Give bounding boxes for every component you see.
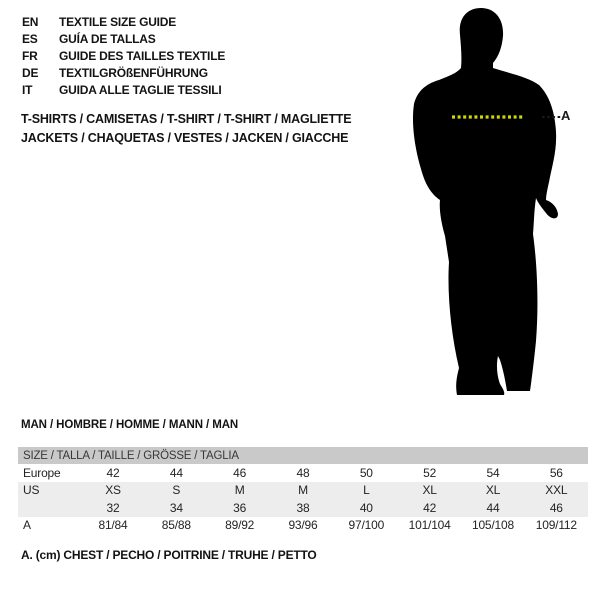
cell: 32: [81, 499, 144, 517]
language-row-it: [22, 82, 225, 99]
cell: M: [271, 482, 334, 500]
cell: 81/84: [98, 518, 128, 533]
language-label: TEXTILGRÖßENFÜHRUNG: [59, 66, 208, 80]
silhouette-shape: [413, 8, 558, 395]
cell: 54: [486, 465, 500, 480]
cell: M: [208, 482, 271, 500]
language-row-de: [22, 65, 225, 82]
cell: 42: [106, 465, 120, 480]
cell: 52: [423, 465, 437, 480]
category-jackets: JACKETS / CHAQUETAS / VESTES / JACKEN / GIACCHE: [21, 130, 349, 145]
man-silhouette-icon: [400, 5, 575, 400]
cell: 48: [296, 465, 310, 480]
language-label: GUÍA DE TALLAS: [59, 32, 156, 46]
cell: 56: [549, 465, 563, 480]
cell: 105/108: [471, 518, 514, 533]
language-code: EN: [22, 15, 39, 29]
garment-categories: [21, 110, 351, 147]
language-code: IT: [22, 83, 33, 97]
cell: 101/104: [408, 518, 451, 533]
cell: 93/96: [288, 518, 318, 533]
row-label: [18, 499, 81, 517]
language-label: GUIDA ALLE TAGLIE TESSILI: [59, 83, 222, 97]
language-label: TEXTILE SIZE GUIDE: [59, 15, 177, 29]
row-label: A: [23, 518, 31, 533]
cell: 97/100: [348, 518, 385, 533]
table-row-us: [18, 482, 588, 500]
cell: XS: [81, 482, 144, 500]
table-row-a-chest: [18, 517, 588, 535]
cell: S: [145, 482, 208, 500]
cell: 85/88: [161, 518, 191, 533]
cell: XL: [398, 482, 461, 500]
language-label: GUIDE DES TAILLES TEXTILE: [59, 49, 226, 63]
language-code: ES: [22, 32, 38, 46]
cell: 109/112: [535, 518, 577, 533]
measurement-a-label: A: [561, 108, 571, 123]
size-table-header-row: [18, 447, 588, 464]
section-title-man: MAN / HOMBRE / HOMME / MANN / MAN: [21, 419, 239, 431]
cell: 89/92: [225, 518, 255, 533]
language-row-fr: [22, 48, 225, 65]
size-table: [18, 447, 588, 534]
cell: 44: [169, 465, 183, 480]
cell: 46: [233, 465, 247, 480]
man-silhouette-figure: [400, 5, 575, 400]
cell: L: [335, 482, 398, 500]
cell: 34: [145, 499, 208, 517]
language-code: DE: [22, 66, 39, 80]
row-label: Europe: [23, 465, 61, 480]
cell: 42: [398, 499, 461, 517]
size-table-header: SIZE / TALLA / TAILLE / GRÖSSE / TAGLIA: [18, 447, 588, 464]
cell: 44: [461, 499, 524, 517]
measurement-footnote: A. (cm) CHEST / PECHO / POITRINE / TRUHE / PETTO: [21, 548, 317, 562]
language-row-en: [22, 14, 225, 31]
table-row-europe: [18, 464, 588, 482]
cell: 50: [359, 465, 373, 480]
cell: 40: [335, 499, 398, 517]
language-row-es: [22, 31, 225, 48]
cell: 36: [208, 499, 271, 517]
cell: 38: [271, 499, 334, 517]
language-list: [22, 14, 225, 99]
language-code: FR: [22, 49, 38, 63]
cell: XL: [461, 482, 524, 500]
cell: XXL: [525, 482, 588, 500]
cell: 46: [525, 499, 588, 517]
category-tshirts: T-SHIRTS / CAMISETAS / T-SHIRT / T-SHIRT / MAGLIETTE: [21, 112, 352, 126]
table-row-alt-sizes: [18, 499, 588, 517]
row-label: US: [18, 482, 81, 500]
